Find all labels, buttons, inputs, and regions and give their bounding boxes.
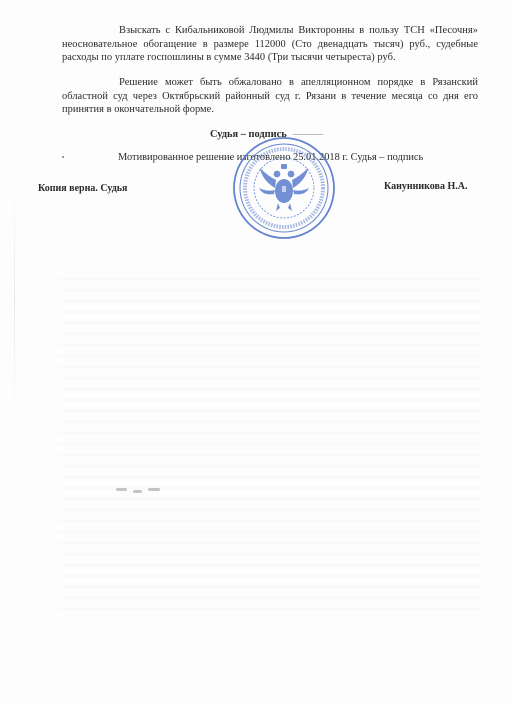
judge-name: Канунникова Н.А. xyxy=(384,181,468,192)
official-seal-icon xyxy=(232,136,336,240)
scan-ghosting xyxy=(60,270,480,610)
scan-smudge xyxy=(116,488,127,491)
signature-dash xyxy=(293,134,323,135)
scan-smudge xyxy=(133,490,142,493)
scan-edge-shadow xyxy=(14,180,15,420)
judge-signature-text: Судья – подпись xyxy=(210,129,287,140)
ink-dot xyxy=(62,156,64,158)
motivated-decision-line: Мотивированное решение изготовлено 25.01.2018 г. Судья – подпись xyxy=(118,152,424,163)
copy-true-label: Копия верна. Судья xyxy=(38,183,128,194)
scan-smudge xyxy=(148,488,160,491)
appeal-paragraph: Решение может быть обжаловано в апелляционном порядке в Рязанский областной суд через Октябрьский районный суд г. Рязани в течение месяца со дня его принятия в окончательной форме. xyxy=(62,77,478,116)
ruling-paragraph: Взыскать с Кибальниковой Людмилы Викторонны в пользу ТСН «Песочня» неосновательное обогащение в размере 112000 (Сто двенадцать тысяч) руб., судебные расходы по уплате госпошлины в сумме 3440 (Три тысячи четыреста) руб. xyxy=(62,25,478,64)
